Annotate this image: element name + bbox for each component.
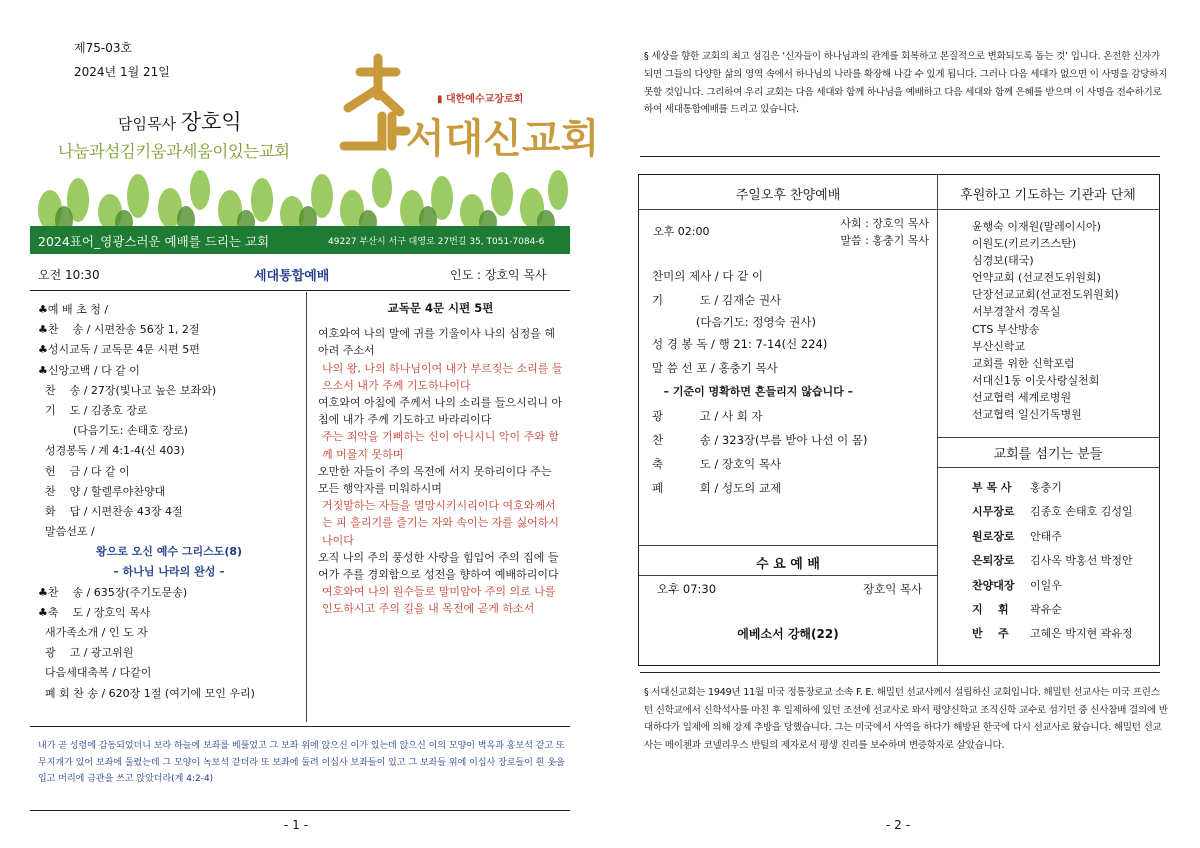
divider <box>30 290 570 291</box>
evening-order-item: 찬미의 제사 / 다 같 이 <box>652 269 764 283</box>
support-item: 서부경찰서 경목실 <box>972 305 1061 319</box>
order-item: ♣성시교독 / 교독문 4문 시편 5편 <box>38 343 200 357</box>
evening-order <box>652 220 932 500</box>
evening-speaker: 말씀 : 홍충기 목사 <box>840 234 929 247</box>
evening-order-item: 폐 회 / 성도의 교제 <box>652 481 782 495</box>
page-number: - 2 - <box>886 818 910 832</box>
issue-date: 2024년 1월 21일 <box>74 65 170 79</box>
reading-line: 여호와여 나의 원수들로 말미암아 주의 의로 나를 인도하시고 주의 길을 내 목전에 곧게 하소서 <box>322 585 556 616</box>
servant-names: 김사옥 박홍선 박정안 <box>1030 554 1133 568</box>
support-item: 단장선교교회(선교전도위원회) <box>972 288 1119 302</box>
divider <box>640 156 1160 157</box>
column-divider <box>937 175 938 665</box>
servant-names: 이일우 <box>1030 578 1062 592</box>
servant-list <box>972 476 1162 647</box>
reading-line: 나의 왕, 나의 하나님이여 내가 부르짖는 소리를 들으소서 내가 주께 기도하나이다 <box>322 361 563 392</box>
support-item: 윤행숙 이재원(말레이시아) <box>972 220 1101 233</box>
support-title: 후원하고 기도하는 기관과 단체 <box>960 188 1136 203</box>
divider <box>640 672 1160 673</box>
service-leader: 인도 : 장호익 목사 <box>450 268 547 282</box>
servant-names: 곽유순 <box>1030 602 1062 616</box>
wed-title: 수 요 예 배 <box>756 557 820 572</box>
order-item: 새가족소개 / 인 도 자 <box>38 626 148 639</box>
order-item: 폐 회 찬 송 / 620장 1절 (여기에 모인 우리) <box>38 686 255 700</box>
divider <box>937 437 1159 438</box>
evening-order-item: 성 경 봉 독 / 행 21: 7-14(신 224) <box>652 337 828 351</box>
order-item: 말씀선포 / <box>38 525 95 539</box>
pastor-name: 장호익 <box>180 110 242 134</box>
servant-names: 고혜은 박지현 곽유정 <box>1030 627 1133 641</box>
church-address: 49227 부산시 서구 대영로 27번길 35, T051-7084-6 <box>328 237 545 247</box>
servant-row <box>972 549 1162 573</box>
order-item: 찬 송 / 27장(빛나고 높은 보좌와) <box>38 383 217 397</box>
servant-row <box>972 574 1162 598</box>
evening-order-item: (다음기도: 정영숙 권사) <box>652 315 817 329</box>
divider <box>937 467 1159 468</box>
evening-order-item: 축 도 / 장호익 목사 <box>652 457 782 471</box>
leaf-decoration <box>30 160 570 232</box>
church-logo <box>326 50 600 162</box>
intro-paragraph: § 세상을 향한 교회의 최고 섬김은 ‘신자들이 하나님과의 관계를 회복하고 본질적으로 변화되도록 돕는 것’ 입니다. 온전한 신자가 되면 그들의 다양한 삶의 영역 속에서 하나님의 나라를 확장해 나갈 수 있게 됩니다. 그러나 다음 세대가 없으면 이 사명을 감당하지 못할 것입니다. 그리하여 우리 교회는 다음 세대와 함께 하나님을 예배하고 다음 세대와 함께 은혜를 받으며 이 사명을 전수하기로 하여 세대통합예배를 드리고 있습니다. <box>644 51 1168 116</box>
service-time: 오전 10:30 <box>38 268 100 282</box>
support-item: 이원도(키르키즈스탄) <box>972 237 1077 251</box>
church-motto: 나눔과섬김키움과세움이있는교회 <box>58 142 290 161</box>
evening-order-item: 말 씀 선 포 / 홍충기 목사 <box>652 361 778 375</box>
reading-line: 여호와여 아침에 주께서 나의 소리를 들으시리니 아침에 내가 주께 기도하고 바라리이다 <box>318 396 563 427</box>
yearly-theme: 2024표어_영광스러운 예배를 드리는 교회 <box>38 234 270 249</box>
servant-role: 반 주 <box>972 627 1009 641</box>
page-number: - 1 - <box>284 818 308 832</box>
support-item: 부산신학교 <box>972 339 1026 353</box>
sermon-title: 왕으로 오신 예수 그리스도(8) <box>95 545 243 559</box>
order-item: (다음기도: 손태호 장로) <box>38 424 188 438</box>
servant-role: 지 휘 <box>972 602 1009 616</box>
reading-line: 여호와여 나의 말에 귀를 기울이사 나의 심정을 헤아려 주소서 <box>318 327 555 358</box>
evening-order-item: – 기준이 명확하면 흔들리지 않습니다 – <box>652 385 854 398</box>
column-divider <box>306 292 307 722</box>
servant-role: 은퇴장로 <box>972 554 1015 568</box>
reading-line: 주는 죄악을 기뻐하는 신이 아니시니 악이 주와 함께 머물지 못하며 <box>322 430 559 461</box>
divider <box>30 810 570 811</box>
support-item: CTS 부산방송 <box>972 322 1040 336</box>
order-item: 성경봉독 / 계 4:1-4(신 403) <box>38 444 185 458</box>
order-item: 찬 양 / 할렐루야찬양대 <box>38 484 166 498</box>
evening-order-item: 찬 송 / 323장(부름 받아 나선 이 몸) <box>652 433 868 447</box>
reading-line: 오만한 자들이 주의 목전에 서지 못하리이다 주는 모든 행악자를 미워하시며 <box>318 464 552 496</box>
issue-number: 제75-03호 <box>74 41 133 55</box>
divider <box>639 545 937 546</box>
divider <box>30 726 570 727</box>
servant-row <box>972 598 1162 622</box>
church-name-text: 서대신교회 <box>406 116 600 162</box>
church-history: § 서대신교회는 1949년 11월 미국 정통장로교 소속 F. E. 해밀턴 선교사께서 설립하신 교회입니다. 해밀턴 선교사는 미국 프린스턴 신학교에서 신학석사를 마친 후 일제하에 있던 조선에 선교사로 와서 평양신학교 조직신학 교수로 섬기던 중 신사참배 결의에 반대하다가 일제에 의해 강제 추방을 당했습니다. 그는 미국에서 사역을 하다가 해방된 한국에 다시 선교사로 왔습니다. 해밀턴 선교사는 메이첸과 코넬리우스 반틸의 제자로서 평생 진리를 보수하며 변증학자로 살았습니다. <box>644 687 1168 751</box>
issue-info <box>74 36 170 84</box>
wed-leader: 장호익 목사 <box>863 582 923 596</box>
pastor-line <box>118 106 242 136</box>
order-item: ♣신앙고백 / 다 같 이 <box>38 363 140 377</box>
support-item: 교회를 위한 신학포럼 <box>972 356 1075 370</box>
evening-order-item: 기 도 / 김재순 권사 <box>652 293 782 307</box>
servant-names: 홍충기 <box>1030 481 1062 494</box>
evening-time: 오후 02:00 <box>653 225 710 238</box>
reading-line: 오직 나의 주의 풍성한 사랑을 힘입어 주의 집에 들어가 주를 경외함으로 성전을 향하여 예배하리이다 <box>318 550 559 582</box>
servant-role: 시무장로 <box>972 505 1015 519</box>
reading-line: 거짓말하는 자들을 멸망시키시리이다 여호와께서는 피 흘리기를 즐기는 자와 속이는 자를 싫어하시나이다 <box>322 499 559 547</box>
scripture-verse: 내가 곧 성령에 감동되었더니 보라 하늘에 보좌를 베풀었고 그 보좌 위에 앉으신 이가 있는데 앉으신 이의 모양이 벽옥과 홍보석 같고 또 무지개가 있어 보좌에 둘렸는데 그 모양이 녹보석 같더라 또 보좌에 둘려 이십사 보좌들이 있고 그 보좌들 위에 이십사 장로들이 흰 옷을 입고 머리에 금관을 쓰고 앉았더라(계 4:2-4) <box>38 741 565 784</box>
order-item: ♣찬 송 / 635장(주기도문송) <box>38 585 188 599</box>
order-item: 화 답 / 시편찬송 43장 4절 <box>38 504 183 518</box>
wed-sermon: 에베소서 강해(22) <box>737 627 839 641</box>
service-title: 세대통합예배 <box>254 269 330 284</box>
order-item: 기 도 / 김종호 장로 <box>38 403 148 417</box>
bulletin-page-2 <box>600 0 1200 848</box>
divider <box>639 209 1159 210</box>
servant-names: 김종호 손태호 김성일 <box>1030 505 1133 519</box>
support-list <box>972 218 1162 423</box>
wed-time: 오후 07:30 <box>657 582 717 596</box>
servants-title: 교회를 섬기는 분들 <box>993 447 1103 462</box>
responsive-reading <box>318 300 563 618</box>
servant-role: 부 목 사 <box>972 481 1012 494</box>
order-item: ♣예 배 초 청 / <box>38 303 109 316</box>
order-item: 다음세대축복 / 다같이 <box>38 666 152 680</box>
servant-row <box>972 500 1162 524</box>
servant-row <box>972 476 1162 500</box>
order-item: 헌 금 / 다 같 이 <box>38 464 130 478</box>
order-item: ♣찬 송 / 시편찬송 56장 1, 2절 <box>38 323 200 337</box>
order-of-worship <box>38 300 300 704</box>
servant-row <box>972 622 1162 646</box>
service-header <box>30 262 570 288</box>
support-item: 선교협력 세계로병원 <box>972 390 1072 404</box>
evening-title: 주일오후 찬양예배 <box>735 188 841 203</box>
order-item: ♣축 도 / 장호익 목사 <box>38 605 151 619</box>
support-item: 선교협력 일신기독병원 <box>972 408 1082 422</box>
servant-row <box>972 525 1162 549</box>
evening-order-item: 광 고 / 사 회 자 <box>652 409 763 423</box>
servant-role: 원로장로 <box>972 529 1015 543</box>
support-item: 언약교회 (선교전도위원회) <box>972 271 1101 285</box>
support-item: 심경보(태국) <box>972 254 1034 268</box>
servant-names: 안태주 <box>1030 529 1062 543</box>
divider <box>639 575 937 576</box>
denomination: ▮ 대한예수교장로회 <box>437 94 524 105</box>
theme-banner <box>30 226 570 254</box>
sermon-subtitle: – 하나님 나라의 완성 – <box>113 565 225 579</box>
support-item: 서대신1동 이웃사랑실천회 <box>972 373 1100 387</box>
servant-role: 찬양대장 <box>972 578 1015 592</box>
pastor-label: 담임목사 <box>118 115 176 133</box>
reading-title: 교독문 4문 시편 5편 <box>387 301 494 315</box>
evening-host: 사회 : 장호익 목사 <box>840 217 929 230</box>
order-item: 광 고 / 광고위원 <box>38 646 134 660</box>
